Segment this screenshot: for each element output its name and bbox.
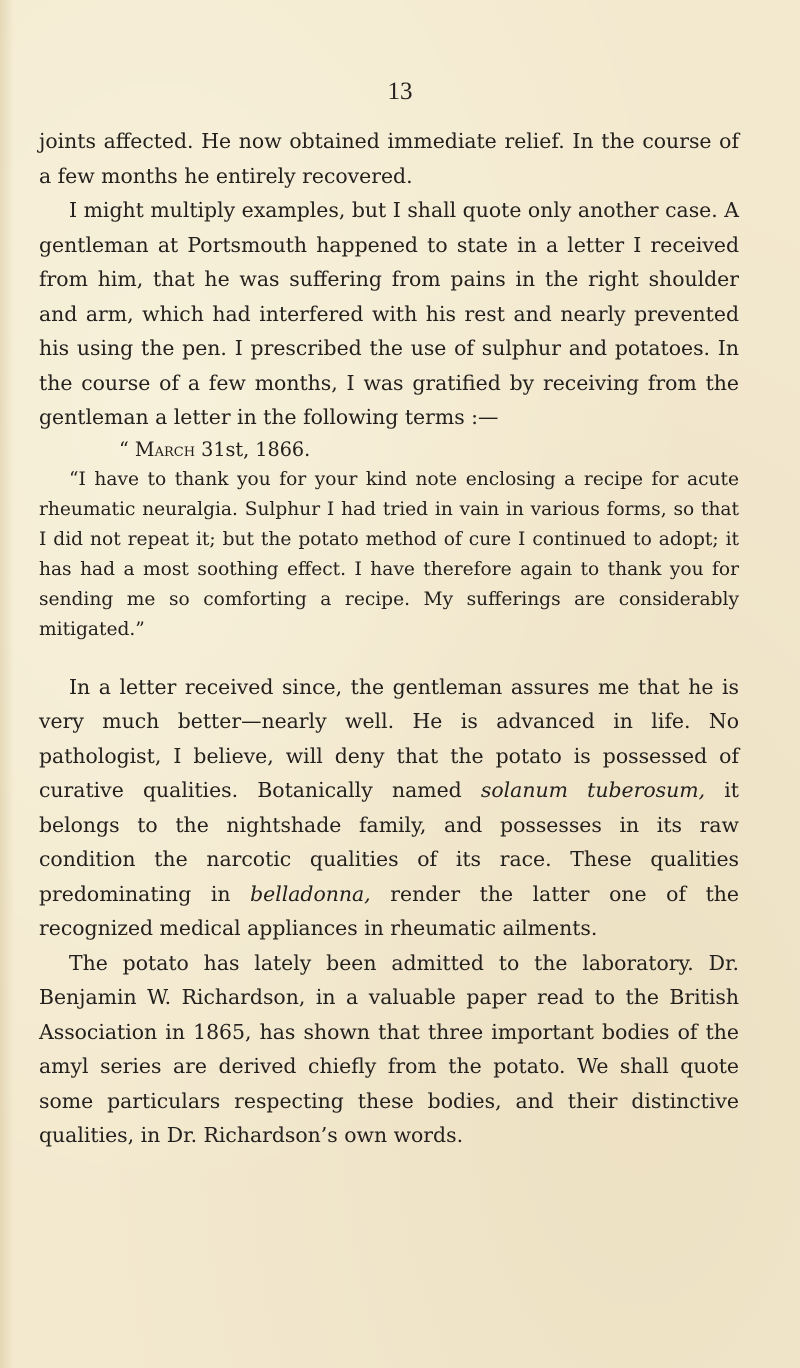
paragraph-continued: joints affected. He now obtained immediate relief. In the course of a few months he entirely recovered. bbox=[39, 129, 739, 188]
paragraph-gap bbox=[39, 645, 739, 670]
solanum-tuberosum-term: solanum tuberosum, bbox=[480, 778, 706, 802]
page-text bbox=[39, 124, 739, 1153]
letter-date-month: March bbox=[134, 437, 196, 461]
letter-date-rest: 31st, 1866. bbox=[195, 437, 311, 461]
paragraph-potato-curative bbox=[39, 670, 739, 946]
paragraph-potato-part3: render the latter one of the recognized medical appliances in rheumatic ailments. bbox=[39, 881, 739, 940]
quoted-letter: “I have to thank you for your kind note enclosing a recipe for acute rheumatic neuralgia. Sulphur I had tried in vain in various forms, so that I did not repeat it; but the potato method of cure I continued to adopt; it has had a most soothing effect. I have therefore again to thank you for sending me so comforting a recipe. My sufferings are considerably mitigated.” bbox=[39, 468, 739, 640]
letter-date bbox=[39, 435, 739, 465]
paragraph-laboratory: The potato has lately been admitted to the laboratory. Dr. Benjamin W. Richardson, in a valuable paper read to the British Association in 1865, has shown that three important bodies of the amyl series are derived chiefly from the potato. We shall quote some particulars respecting these bodies, and their distinctive qualities, in Dr. Richardson’s own words. bbox=[39, 950, 739, 1147]
paragraph-portsmouth-case: I might multiply examples, but I shall quote only another case. A gentleman at Portsmouth happened to state in a letter I received from him, that he was suffering from pains in the right shoulder and arm, which had interfered with his rest and nearly prevented his using the pen. I prescribed the use of sulphur and potatoes. In the course of a few months, I was gratified by receiving from the gentleman a letter in the following terms :— bbox=[39, 198, 739, 429]
letter-date-quote: “ bbox=[119, 437, 135, 461]
paragraph-potato-part2: it belongs to the nightshade family, and possesses in its raw condition the narcotic qualities of its race. These qualities predominating in bbox=[39, 778, 740, 906]
page-edge-shadow bbox=[0, 0, 14, 1368]
belladonna-term: belladonna, bbox=[250, 881, 371, 906]
page-number: 13 bbox=[387, 78, 413, 105]
paragraph-potato-part1: In a letter received since, the gentleman assures me that he is very much better—nearly well. He is advanced in life. No pathologist, I believe, will deny that the potato is possessed of curative qualities. Botanically named bbox=[39, 674, 739, 802]
